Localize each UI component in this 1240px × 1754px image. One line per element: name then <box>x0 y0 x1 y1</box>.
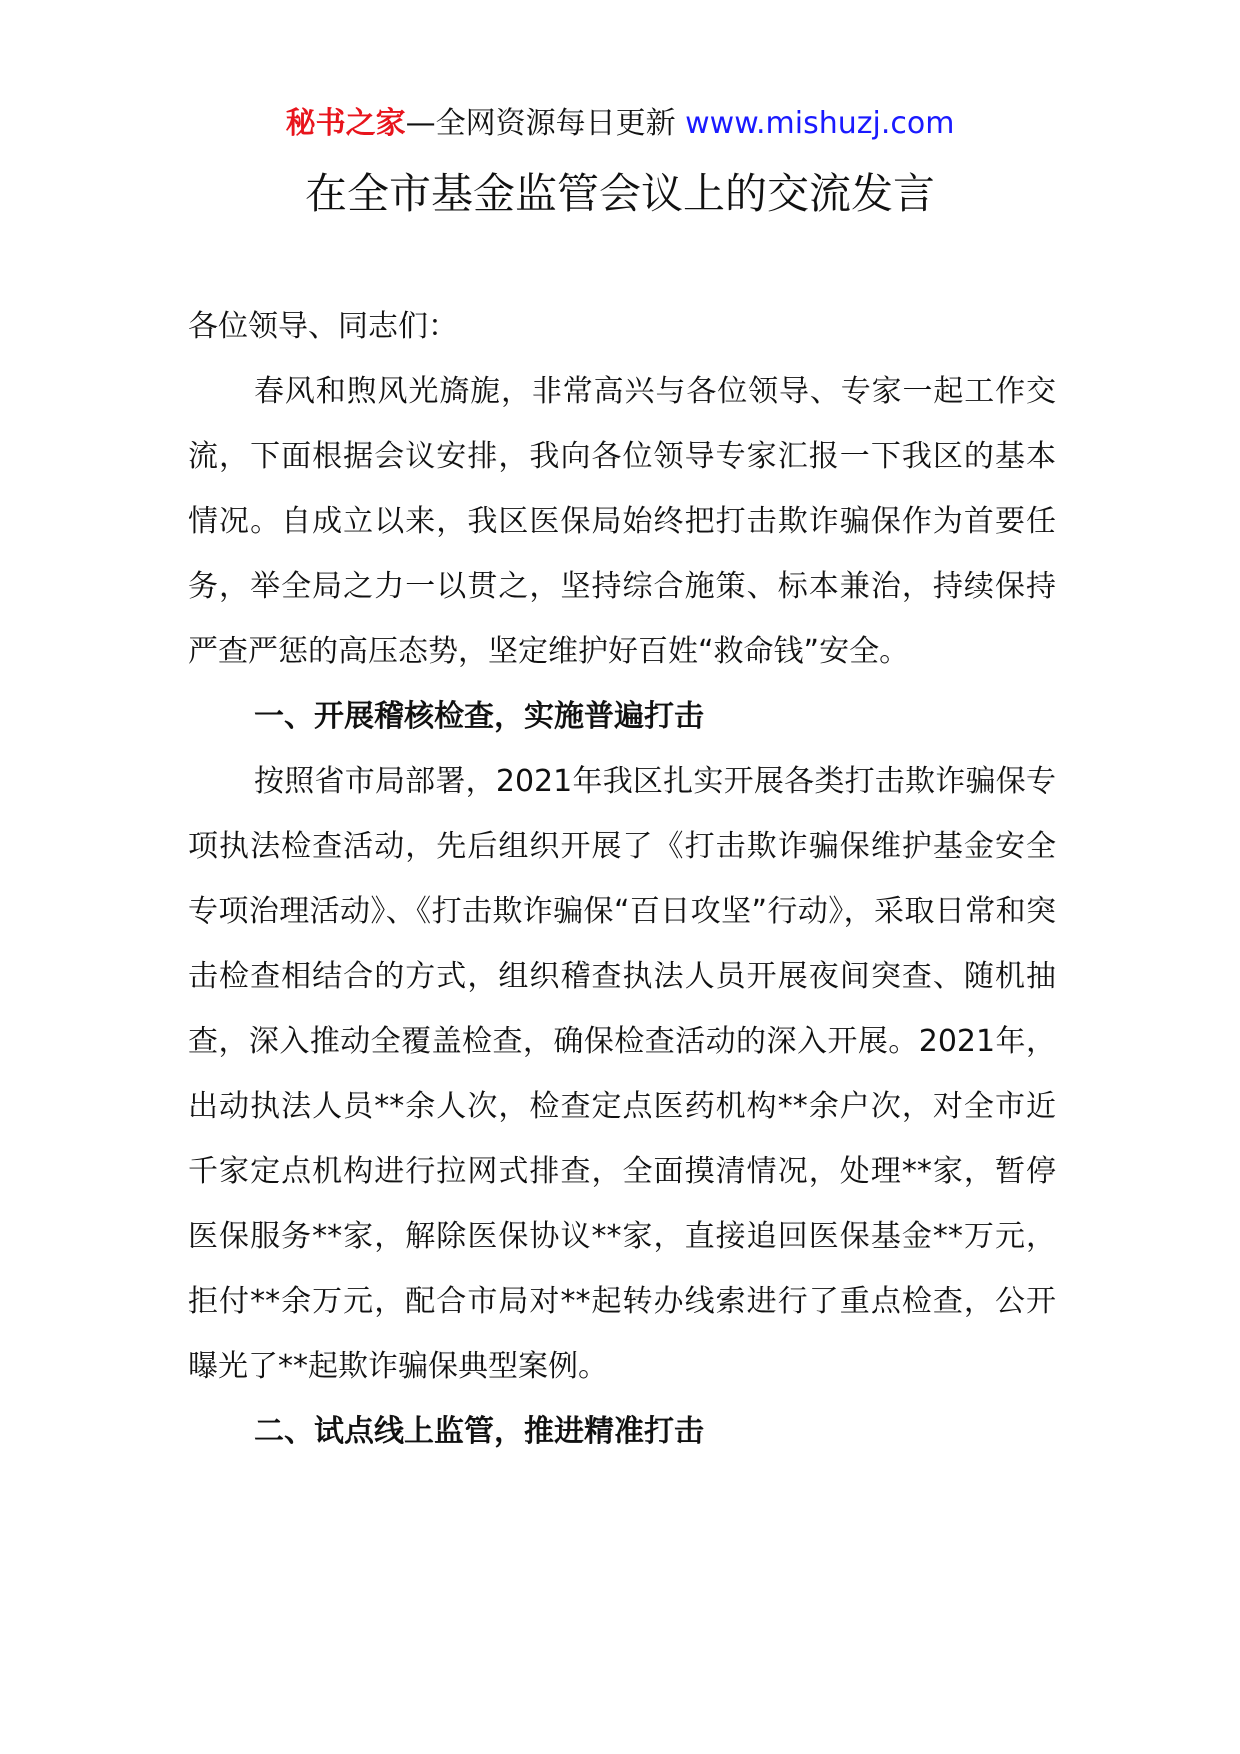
brand-slogan: —全网资源每日更新 <box>405 106 676 141</box>
salutation: 各位领导、同志们： <box>188 309 458 344</box>
section-heading-1: 一、开展稽核检查，实施普遍打击 <box>254 699 704 734</box>
paragraph-intro: 春风和煦风光旖旎，非常高兴与各位领导、专家一起工作交流，下面根据会议安排，我向各位领导专家汇报一下我区的基本情况。自成立以来，我区医保局始终把打击欺诈骗保作为首要任务，举全局之力一以贯之，坚持综合施策、标本兼治，持续保持严查严惩的高压态势，坚定维护好百姓“救命钱”安全。 <box>188 374 1056 669</box>
paragraph-inspection: 按照省市局部署，2021年我区扎实开展各类打击欺诈骗保专项执法检查活动，先后组织开展了《打击欺诈骗保维护基金安全专项治理活动》、《打击欺诈骗保“百日攻坚”行动》，采取日常和突击检查相结合的方式，组织稽查执法人员开展夜间突查、随机抽查，深入推动全覆盖检查，确保检查活动的深入开展。2021年，出动执法人员**余人次，检查定点医药机构**余户次，对全市近千家定点机构进行拉网式排查，全面摸清情况，处理**家，暂停医保服务**家，解除医保协议**家，直接追回医保基金**万元，拒付**余万元，配合市局对**起转办线索进行了重点检查，公开曝光了**起欺诈骗保典型案例。 <box>188 764 1056 1384</box>
section-heading-2: 二、试点线上监管，推进精准打击 <box>254 1414 704 1449</box>
document-title: 在全市基金监管会议上的交流发言 <box>304 169 935 218</box>
document-body <box>188 294 1056 1464</box>
site-url-link[interactable]: www.mishuzj.com <box>685 106 955 141</box>
brand-name: 秘书之家 <box>285 106 406 141</box>
site-banner <box>0 104 1240 144</box>
